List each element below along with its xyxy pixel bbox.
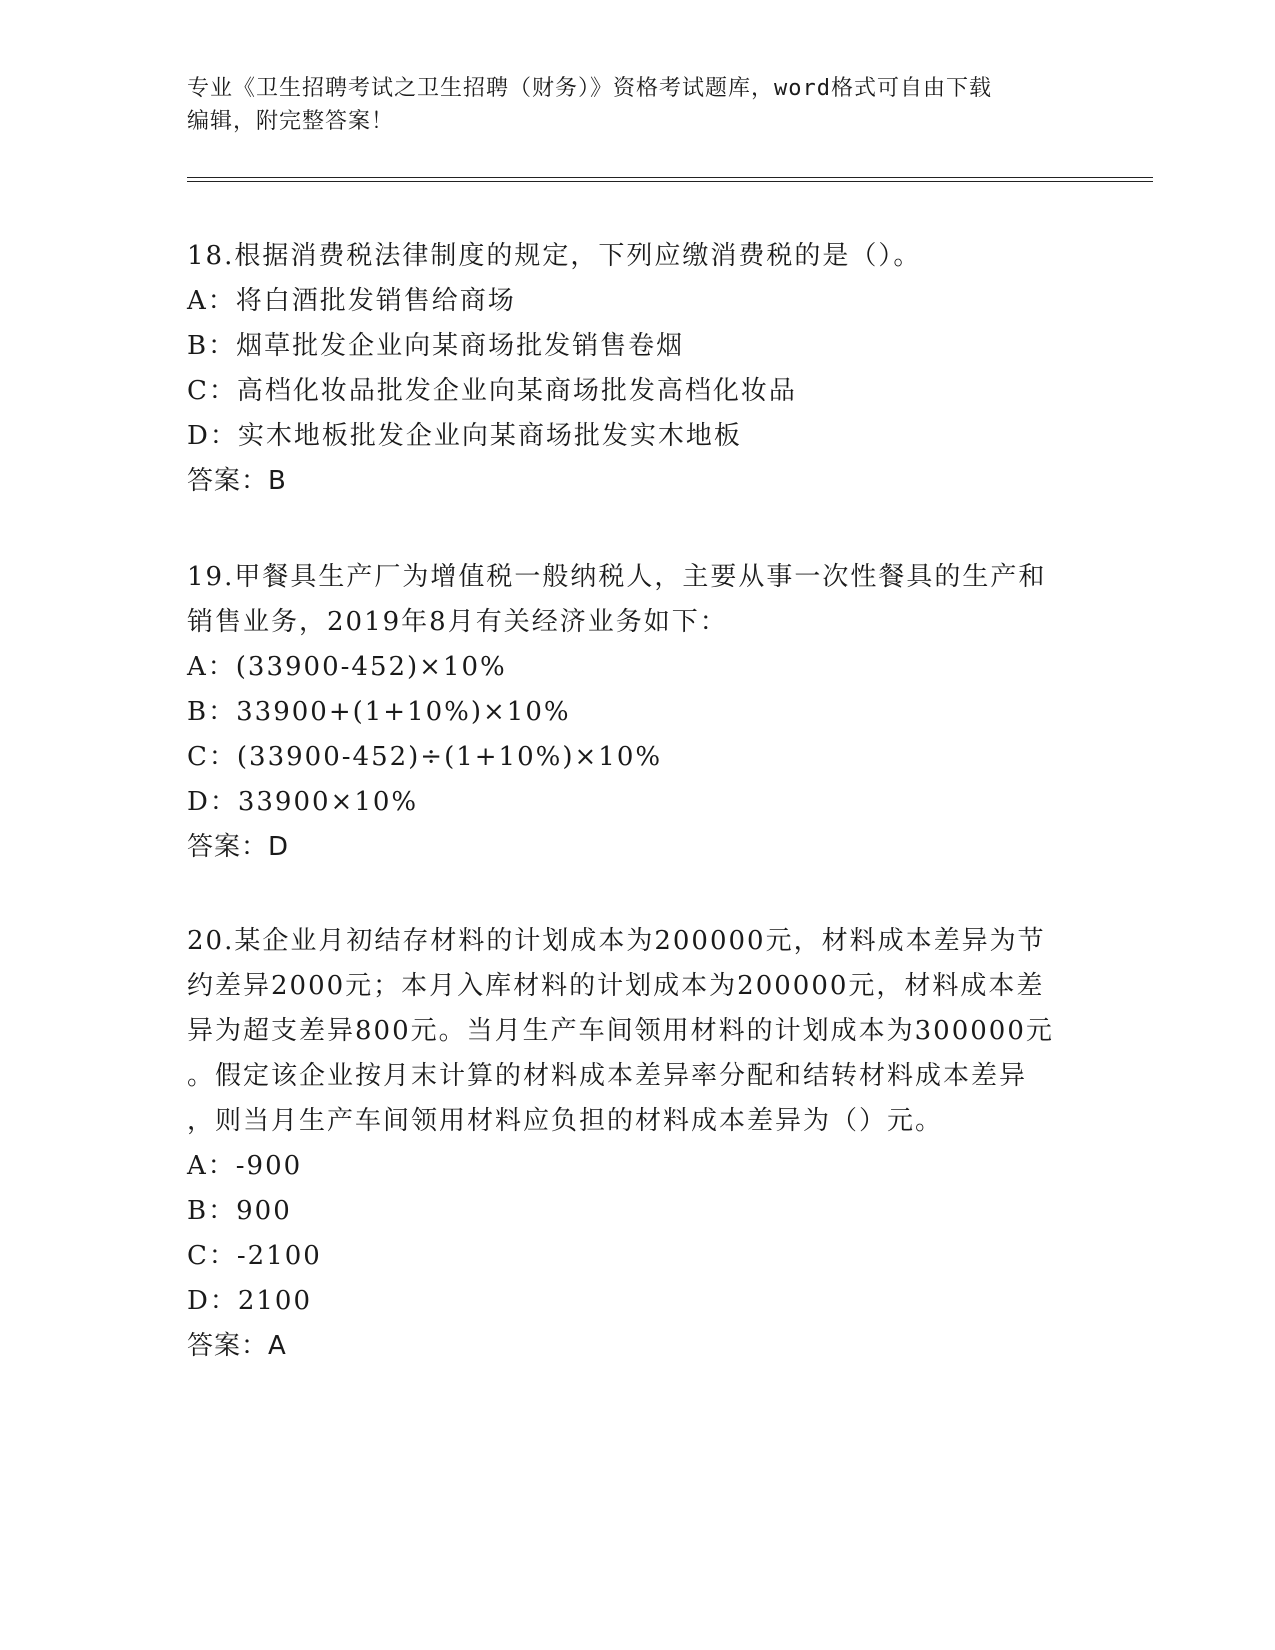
header-line-1: 专业《卫生招聘考试之卫生招聘（财务）》资格考试题库，word格式可自由下载 <box>187 76 992 101</box>
question-stem: ，则当月生产车间领用材料应负担的材料成本差异为（）元。 <box>187 1106 944 1136</box>
question-stem: 销售业务，2019年8月有关经济业务如下： <box>187 607 728 637</box>
option-d: D：33900×10% <box>187 787 419 817</box>
option-d: D：实木地板批发企业向某商场批发实木地板 <box>187 421 742 451</box>
document-header <box>187 72 1087 138</box>
question-stem: 。假定该企业按月末计算的材料成本差异率分配和结转材料成本差异 <box>187 1061 1028 1091</box>
header-line-2: 编辑，附完整答案！ <box>187 109 395 134</box>
option-a: A：-900 <box>187 1151 303 1181</box>
question-19 <box>187 555 1077 870</box>
question-20 <box>187 919 1077 1369</box>
question-stem: 约差异2000元；本月入库材料的计划成本为200000元，材料成本差 <box>187 971 1045 1001</box>
option-c: C：高档化妆品批发企业向某商场批发高档化妆品 <box>187 376 797 406</box>
option-a: A：(33900-452)×10% <box>187 652 507 682</box>
option-a: A：将白酒批发销售给商场 <box>187 286 516 316</box>
question-stem: 异为超支差异800元。当月生产车间领用材料的计划成本为300000元 <box>187 1016 1054 1046</box>
option-b: B：烟草批发企业向某商场批发销售卷烟 <box>187 331 685 361</box>
header-divider <box>187 177 1153 182</box>
option-b: B：900 <box>187 1196 292 1226</box>
option-c: C：-2100 <box>187 1241 322 1271</box>
question-stem: 19.甲餐具生产厂为增值税一般纳税人，主要从事一次性餐具的生产和 <box>187 562 1047 592</box>
answer: 答案：A <box>187 1331 287 1361</box>
option-d: D：2100 <box>187 1286 313 1316</box>
question-stem: 18.根据消费税法律制度的规定，下列应缴消费税的是（）。 <box>187 241 922 271</box>
answer: 答案：D <box>187 832 290 862</box>
option-c: C：(33900-452)÷(1+10%)×10% <box>187 742 663 772</box>
question-18 <box>187 234 1077 504</box>
question-stem: 20.某企业月初结存材料的计划成本为200000元，材料成本差异为节 <box>187 926 1046 956</box>
option-b: B：33900+(1+10%)×10% <box>187 697 571 727</box>
answer: 答案：B <box>187 466 287 496</box>
